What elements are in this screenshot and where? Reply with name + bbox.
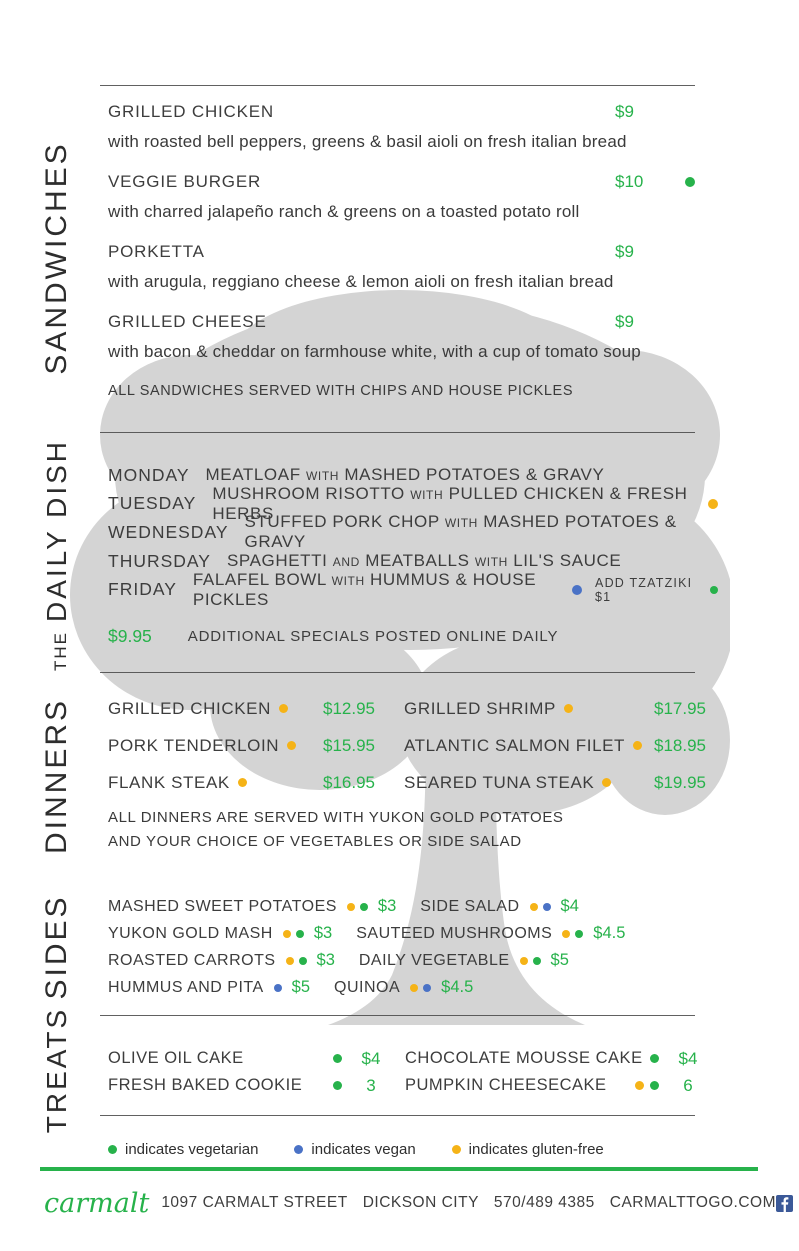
restaurant-logo: carmalt	[44, 1187, 150, 1219]
dinner-item	[108, 690, 375, 727]
menu-item	[108, 102, 696, 172]
sides-row	[108, 974, 649, 1001]
footer-website-link[interactable]: CARMALTTOGO.COM	[609, 1194, 776, 1211]
item-name: PUMPKIN CHEESECAKE	[405, 1076, 607, 1094]
sides-row	[108, 893, 649, 920]
gluten-free-dot	[520, 957, 528, 965]
item-dots	[286, 957, 307, 965]
item-price: $3	[316, 951, 335, 969]
dinners-note	[108, 806, 564, 853]
gluten-free-dot	[347, 903, 355, 911]
item-dots	[530, 903, 551, 911]
item-name: CHOCOLATE MOUSSE CAKE	[405, 1049, 643, 1067]
item-title-row	[108, 102, 696, 128]
item-dots	[347, 903, 368, 911]
item-name: GRILLED CHICKEN	[108, 102, 274, 121]
menu-item	[108, 172, 696, 242]
day-label: THURSDAY	[108, 550, 211, 571]
divider	[100, 1115, 695, 1116]
item-name: GRILLED SHRIMP	[404, 698, 556, 718]
item-price: $18.95	[654, 735, 706, 755]
dish-name: MUSHROOM RISOTTO with PULLED CHICKEN & FRESH HERBS	[212, 483, 688, 523]
gluten-free-dot	[562, 930, 570, 938]
item-description: with charred jalapeño ranch & greens on a toasted potato roll	[108, 202, 580, 221]
item-name: OLIVE OIL CAKE	[108, 1049, 244, 1067]
legend-item	[294, 1141, 415, 1158]
treat-item	[405, 1072, 707, 1099]
daily-dish-price-line	[108, 626, 558, 647]
dinner-item	[404, 764, 706, 801]
gluten-free-dot	[633, 741, 642, 750]
gluten-free-dot	[283, 930, 291, 938]
section-label-prefix: THE	[51, 631, 70, 672]
day-label: TUESDAY	[108, 493, 197, 514]
gluten-free-dot	[564, 704, 573, 713]
gluten-free-dot	[286, 957, 294, 965]
item-price: $4.5	[593, 924, 626, 942]
menu-item	[108, 312, 696, 382]
dinners-note-line2: AND YOUR CHOICE OF VEGETABLES OR SIDE SALAD	[108, 832, 522, 850]
item-name: QUINOA	[334, 978, 401, 996]
item-dots	[635, 1081, 659, 1090]
side-item	[356, 924, 625, 943]
item-name: PORKETTA	[108, 242, 205, 261]
item-price: $16.95	[323, 772, 375, 792]
dinner-item	[108, 764, 375, 801]
side-item	[108, 897, 396, 916]
dinner-item	[404, 690, 706, 727]
gluten-free-dot	[287, 741, 296, 750]
day-label: FRIDAY	[108, 579, 177, 600]
vegan-dot	[543, 903, 551, 911]
item-dots	[333, 1081, 342, 1090]
item-price: $19.95	[654, 772, 706, 792]
item-price: $4	[560, 897, 579, 915]
sides-section	[108, 893, 649, 1001]
dinner-item	[108, 727, 375, 764]
item-name: PORK TENDERLOIN	[108, 735, 280, 755]
vegetarian-dot	[533, 957, 541, 965]
divider	[100, 672, 695, 673]
gluten-free-dot	[530, 903, 538, 911]
legend-text: indicates vegetarian	[125, 1141, 259, 1158]
item-dots	[274, 984, 282, 992]
gluten-free-dot	[410, 984, 418, 992]
item-price: $4	[678, 1048, 698, 1068]
section-label-text: DAILY DISH	[41, 438, 72, 623]
section-label-text: TREATS	[41, 1006, 72, 1134]
item-price: $3	[313, 924, 333, 942]
side-item	[359, 951, 569, 970]
vegetarian-dot	[650, 1054, 659, 1063]
item-price: $12.95	[323, 698, 375, 718]
vegetarian-dot	[299, 957, 307, 965]
item-dots	[283, 930, 304, 938]
section-label-text: DINNERS	[40, 697, 73, 855]
daily-dish-row	[108, 512, 718, 552]
item-price: $9	[615, 242, 634, 261]
vegetarian-dot	[108, 1145, 117, 1154]
treat-item	[108, 1072, 390, 1099]
section-label-sandwiches	[40, 141, 74, 374]
item-description: with roasted bell peppers, greens & basil aioli on fresh italian bread	[108, 132, 627, 151]
item-name: SAUTEED MUSHROOMS	[356, 924, 553, 942]
vegetarian-dot	[685, 177, 695, 187]
item-price: $4.5	[441, 978, 474, 996]
item-name: FLANK STEAK	[108, 772, 230, 792]
item-description: with bacon & cheddar on farmhouse white, with a cup of tomato soup	[108, 342, 641, 361]
item-name: SEARED TUNA STEAK	[404, 772, 595, 792]
item-name: DAILY VEGETABLE	[358, 951, 510, 969]
side-item	[108, 924, 332, 943]
vegan-dot	[274, 984, 282, 992]
item-price: $9	[615, 312, 634, 331]
vegan-dot	[572, 585, 582, 595]
footer-accent-bar	[40, 1167, 758, 1171]
item-dots	[685, 177, 695, 187]
side-item	[108, 951, 335, 970]
side-item	[108, 978, 310, 997]
legend	[108, 1141, 604, 1158]
legend-item	[108, 1141, 258, 1158]
item-name: ROASTED CARROTS	[108, 951, 276, 969]
footer-city: DICKSON CITY	[362, 1194, 479, 1211]
item-price: 6	[683, 1075, 693, 1095]
item-price: $17.95	[654, 698, 706, 718]
vegan-dot	[294, 1145, 303, 1154]
dish-name: STUFFED PORK CHOP with MASHED POTATOES & GRAVY	[244, 512, 677, 552]
treat-item	[405, 1045, 707, 1072]
side-item	[420, 897, 579, 916]
item-price: $15.95	[323, 735, 375, 755]
vegetarian-dot	[333, 1081, 342, 1090]
item-dots	[650, 1054, 659, 1063]
item-name: MASHED SWEET POTATOES	[108, 897, 337, 915]
item-name: YUKON GOLD MASH	[108, 924, 273, 942]
item-dots	[520, 957, 541, 965]
legend-text: indicates vegan	[311, 1141, 416, 1158]
item-price: $4	[361, 1048, 381, 1068]
sandwiches-section	[108, 102, 696, 382]
section-label-text: SANDWICHES	[40, 141, 73, 375]
menu-item	[108, 242, 696, 312]
vegetarian-dot	[575, 930, 583, 938]
item-title-row	[108, 312, 696, 338]
dish-name: SPAGHETTI and MEATBALLS with LIL'S SAUCE	[226, 551, 622, 571]
section-label-daily-dish	[41, 439, 73, 671]
legend-text: indicates gluten-free	[468, 1141, 604, 1158]
item-name: HUMMUS AND PITA	[108, 978, 264, 996]
daily-dish-price: $9.95	[108, 626, 152, 646]
gluten-free-dot	[708, 499, 718, 509]
footer-phone: 570/489 4385	[493, 1194, 595, 1211]
side-item	[334, 978, 473, 997]
section-label-treats	[41, 1007, 73, 1133]
dinners-section	[108, 690, 706, 801]
divider	[100, 1015, 695, 1016]
facebook-icon[interactable]	[776, 1195, 793, 1212]
footer-address: 1097 CARMALT STREET	[161, 1194, 348, 1211]
item-name: FRESH BAKED COOKIE	[108, 1076, 303, 1094]
item-price: $5	[291, 978, 311, 996]
item-dots	[333, 1054, 342, 1063]
divider	[100, 432, 695, 433]
daily-dish-row	[108, 569, 718, 609]
vegetarian-dot	[650, 1081, 659, 1090]
divider	[100, 85, 695, 86]
gluten-free-dot	[279, 704, 288, 713]
day-label: WEDNESDAY	[108, 521, 229, 542]
vegetarian-dot	[360, 903, 368, 911]
section-label-text: SIDES	[40, 894, 73, 1000]
item-price: $9	[615, 102, 634, 121]
sides-row	[108, 920, 649, 947]
item-price: $5	[550, 951, 569, 969]
dish-name: FALAFEL BOWL with HUMMUS & HOUSE PICKLES	[192, 569, 537, 609]
footer	[44, 1186, 776, 1220]
vegetarian-dot	[296, 930, 304, 938]
item-dots	[410, 984, 431, 992]
day-label: MONDAY	[108, 464, 190, 485]
item-price: $10	[615, 172, 644, 191]
gluten-free-dot	[602, 778, 611, 787]
treats-section	[108, 1045, 707, 1099]
item-description: with arugula, reggiano cheese & lemon aioli on fresh italian bread	[108, 272, 614, 291]
item-title-row	[108, 172, 696, 198]
daily-dish-note: ADDITIONAL SPECIALS POSTED ONLINE DAILY	[187, 628, 559, 645]
sandwiches-note: ALL SANDWICHES SERVED WITH CHIPS AND HOUSE PICKLES	[108, 383, 574, 399]
item-dots	[562, 930, 583, 938]
gluten-free-dot	[238, 778, 247, 787]
vegetarian-dot	[333, 1054, 342, 1063]
dinners-note-line1: ALL DINNERS ARE SERVED WITH YUKON GOLD POTATOES	[108, 809, 564, 826]
daily-dish-section	[108, 461, 718, 609]
legend-item	[452, 1141, 604, 1158]
item-name: ATLANTIC SALMON FILET	[404, 735, 626, 755]
addon-label: ADD TZATZIKI $1	[595, 575, 693, 604]
dish-name: MEATLOAF with MASHED POTATOES & GRAVY	[205, 465, 605, 485]
vegetarian-dot	[710, 586, 718, 594]
item-price: 3	[366, 1075, 376, 1095]
section-label-sides	[40, 894, 74, 999]
item-name: VEGGIE BURGER	[108, 172, 262, 191]
sides-row	[108, 947, 649, 974]
item-name: GRILLED CHICKEN	[108, 698, 271, 718]
item-name: GRILLED CHEESE	[108, 312, 267, 331]
item-title-row	[108, 242, 696, 268]
treat-item	[108, 1045, 390, 1072]
item-name: SIDE SALAD	[420, 897, 520, 915]
gluten-free-dot	[452, 1145, 461, 1154]
vegan-dot	[423, 984, 431, 992]
item-price: $3	[377, 897, 397, 915]
section-label-dinners	[40, 698, 74, 854]
gluten-free-dot	[635, 1081, 644, 1090]
dinner-item	[404, 727, 706, 764]
social-icons	[776, 1195, 799, 1212]
